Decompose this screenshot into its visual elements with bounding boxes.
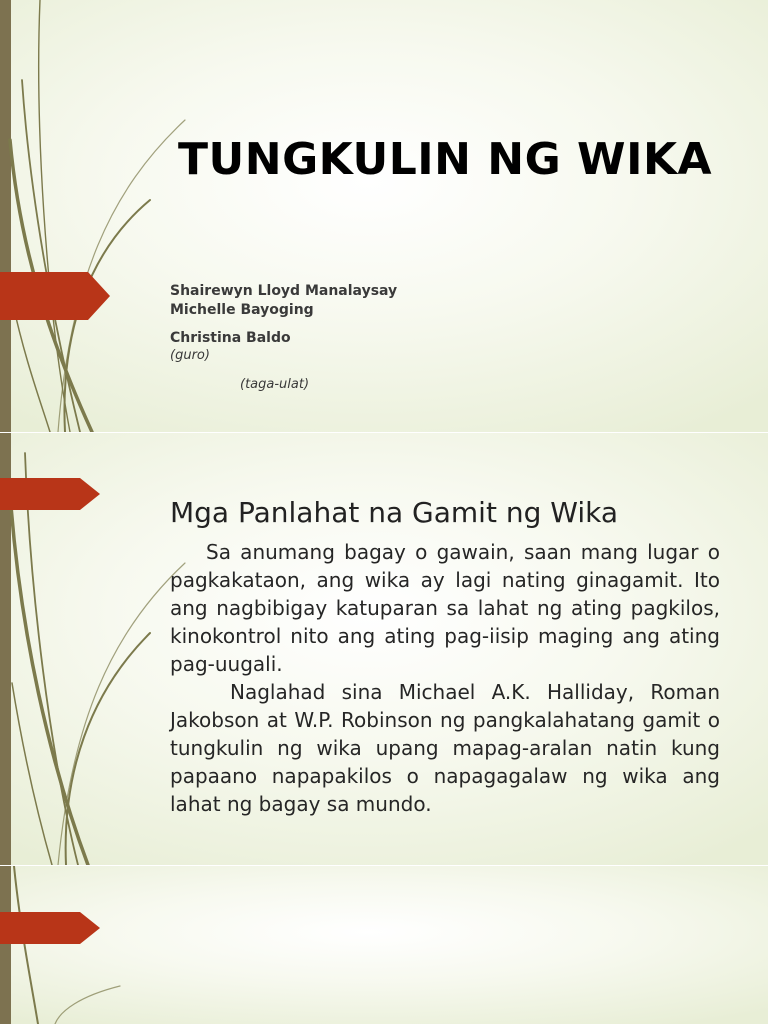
reporter-role-label: (taga-ulat)	[240, 377, 310, 392]
swirl-decoration	[0, 0, 200, 432]
title-slide	[0, 0, 768, 432]
author-name: Shairewyn Lloyd Manalaysay	[170, 283, 398, 299]
slide-heading: Mga Panlahat na Gamit ng Wika	[170, 496, 618, 529]
content-accent-tab	[0, 912, 100, 944]
author-name: Michelle Bayoging	[170, 302, 314, 318]
partial-slide	[0, 866, 768, 1024]
content-slide	[0, 433, 768, 865]
content-accent-tab	[0, 478, 100, 510]
body-paragraph: Naglahad sina Michael A.K. Halliday, Roman Jakobson at W.P. Robinson ng pangkalahatang gamit o tungkulin ng wika upang mapag-aralan natin kung papaano napapakilos o napagagalaw ng wika ang lahat ng bagay sa mundo.	[170, 680, 720, 816]
presentation-title: TUNGKULIN NG WIKA	[178, 134, 713, 185]
body-paragraph: Sa anumang bagay o gawain, saan mang lugar o pagkakataon, ang wika ay lagi nating ginagamit. Ito ang nagbibigay katuparan sa lahat ng ating pagkilos, kinokontrol nito ang ating pag-iisip maging ang ating pag-uugali.	[170, 540, 720, 676]
title-accent-tab	[0, 272, 110, 320]
teacher-role-label: (guro)	[170, 348, 210, 363]
swirl-decoration	[0, 866, 200, 1024]
teacher-name: Christina Baldo	[170, 330, 291, 346]
